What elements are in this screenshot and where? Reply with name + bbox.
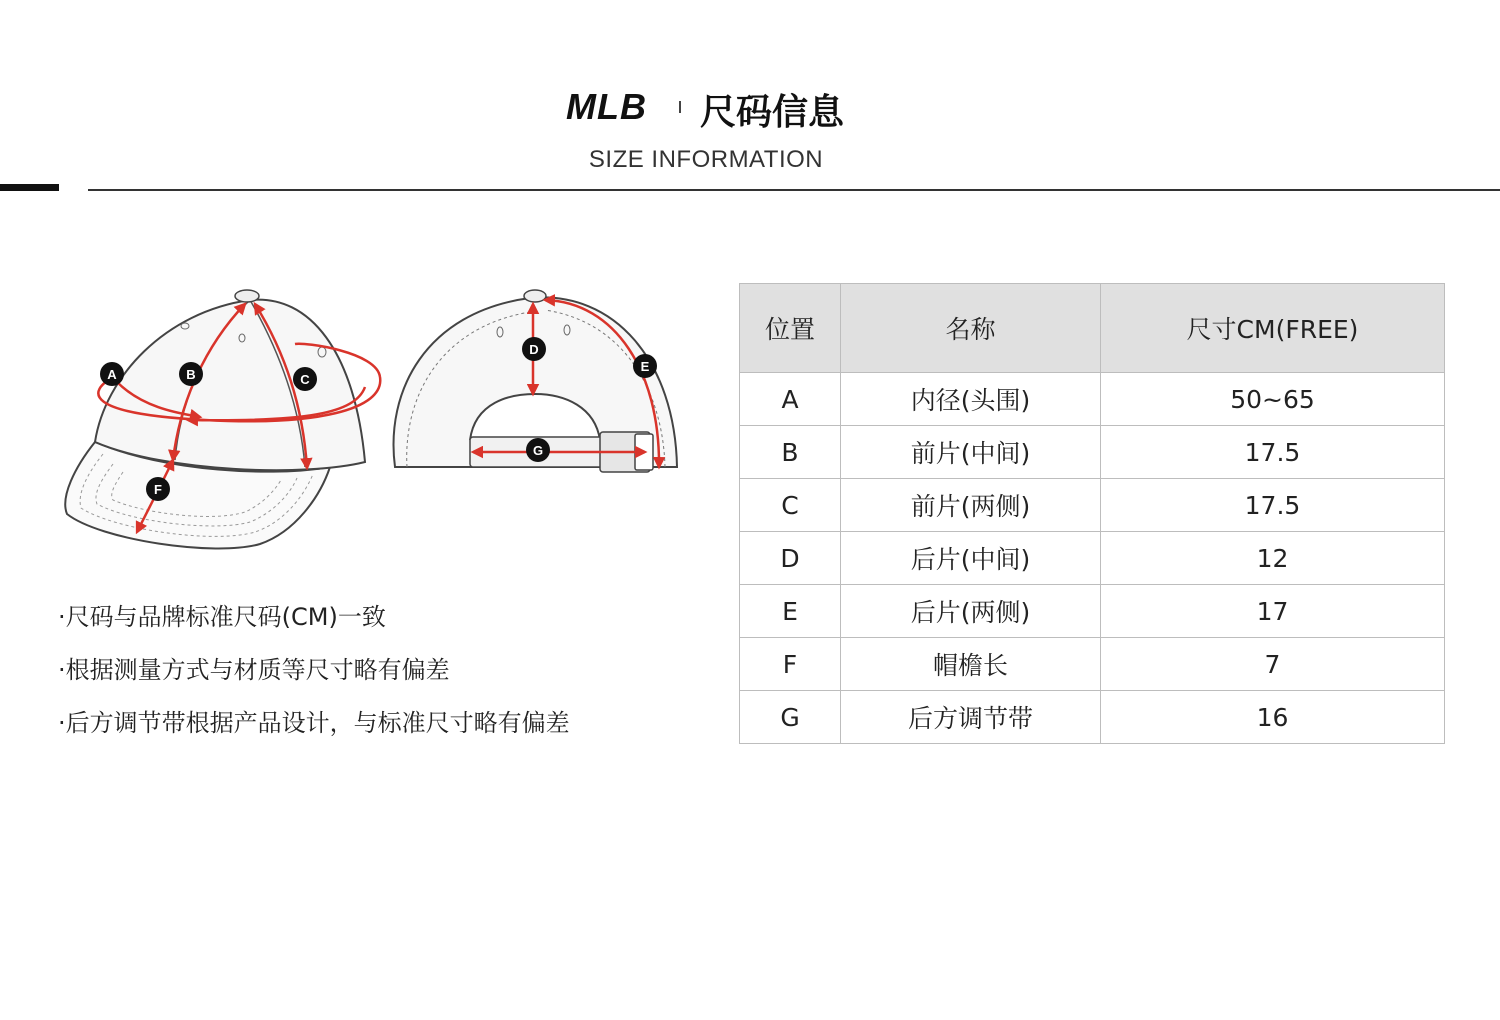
header-accent-bar	[0, 184, 59, 191]
header-divider	[88, 189, 1500, 191]
cell-name: 后片(中间)	[841, 532, 1101, 585]
brand-logo: MLB	[566, 86, 647, 127]
table-row	[740, 691, 1445, 744]
page-subtitle: SIZE INFORMATION	[588, 146, 824, 173]
cell-size: 50~65	[1101, 373, 1445, 426]
cell-name: 前片(中间)	[841, 426, 1101, 479]
diagram-label-b	[179, 362, 203, 386]
cell-size: 12	[1101, 532, 1445, 585]
cell-name: 后片(两侧)	[841, 585, 1101, 638]
table-header-row	[740, 284, 1445, 373]
size-table	[739, 283, 1445, 744]
cell-name: 帽檐长	[841, 638, 1101, 691]
note-item: ·后方调节带根据产品设计，与标准尺寸略有偏差	[58, 709, 570, 737]
svg-text:F: F	[154, 482, 162, 497]
page-header	[0, 0, 1500, 200]
cell-position: G	[740, 691, 841, 744]
cell-size: 16	[1101, 691, 1445, 744]
note-item: ·尺码与品牌标准尺码(CM)一致	[58, 603, 386, 631]
diagram-label-a	[100, 362, 124, 386]
cell-position: A	[740, 373, 841, 426]
table-row	[740, 373, 1445, 426]
table-row	[740, 426, 1445, 479]
cell-size: 17	[1101, 585, 1445, 638]
cell-position: E	[740, 585, 841, 638]
diagram-label-e	[633, 354, 657, 378]
cap-diagram	[55, 282, 695, 572]
cell-size: 17.5	[1101, 479, 1445, 532]
svg-text:E: E	[640, 359, 650, 374]
svg-text:G: G	[532, 443, 544, 458]
title-separator	[679, 101, 681, 113]
header-size: 尺寸CM(FREE)	[1101, 284, 1445, 373]
header-position: 位置	[740, 284, 841, 373]
cell-size: 17.5	[1101, 426, 1445, 479]
cell-position: B	[740, 426, 841, 479]
table-row	[740, 638, 1445, 691]
page-title: 尺码信息	[700, 92, 845, 133]
cell-position: D	[740, 532, 841, 585]
cell-name: 内径(头围)	[841, 373, 1101, 426]
table-row	[740, 532, 1445, 585]
diagram-label-c	[293, 367, 317, 391]
cell-name: 后方调节带	[841, 691, 1101, 744]
svg-text:A: A	[107, 367, 117, 382]
table-row	[740, 585, 1445, 638]
table-row	[740, 479, 1445, 532]
cell-position: F	[740, 638, 841, 691]
diagram-label-g	[526, 438, 550, 462]
diagram-label-f	[146, 477, 170, 501]
cell-position: C	[740, 479, 841, 532]
note-item: ·根据测量方式与材质等尺寸略有偏差	[58, 656, 450, 684]
svg-text:D: D	[529, 342, 539, 357]
svg-text:C: C	[300, 372, 310, 387]
size-notes	[58, 598, 570, 757]
cell-size: 7	[1101, 638, 1445, 691]
cell-name: 前片(两侧)	[841, 479, 1101, 532]
header-name: 名称	[841, 284, 1101, 373]
diagram-label-d	[522, 337, 546, 361]
svg-text:B: B	[186, 367, 196, 382]
